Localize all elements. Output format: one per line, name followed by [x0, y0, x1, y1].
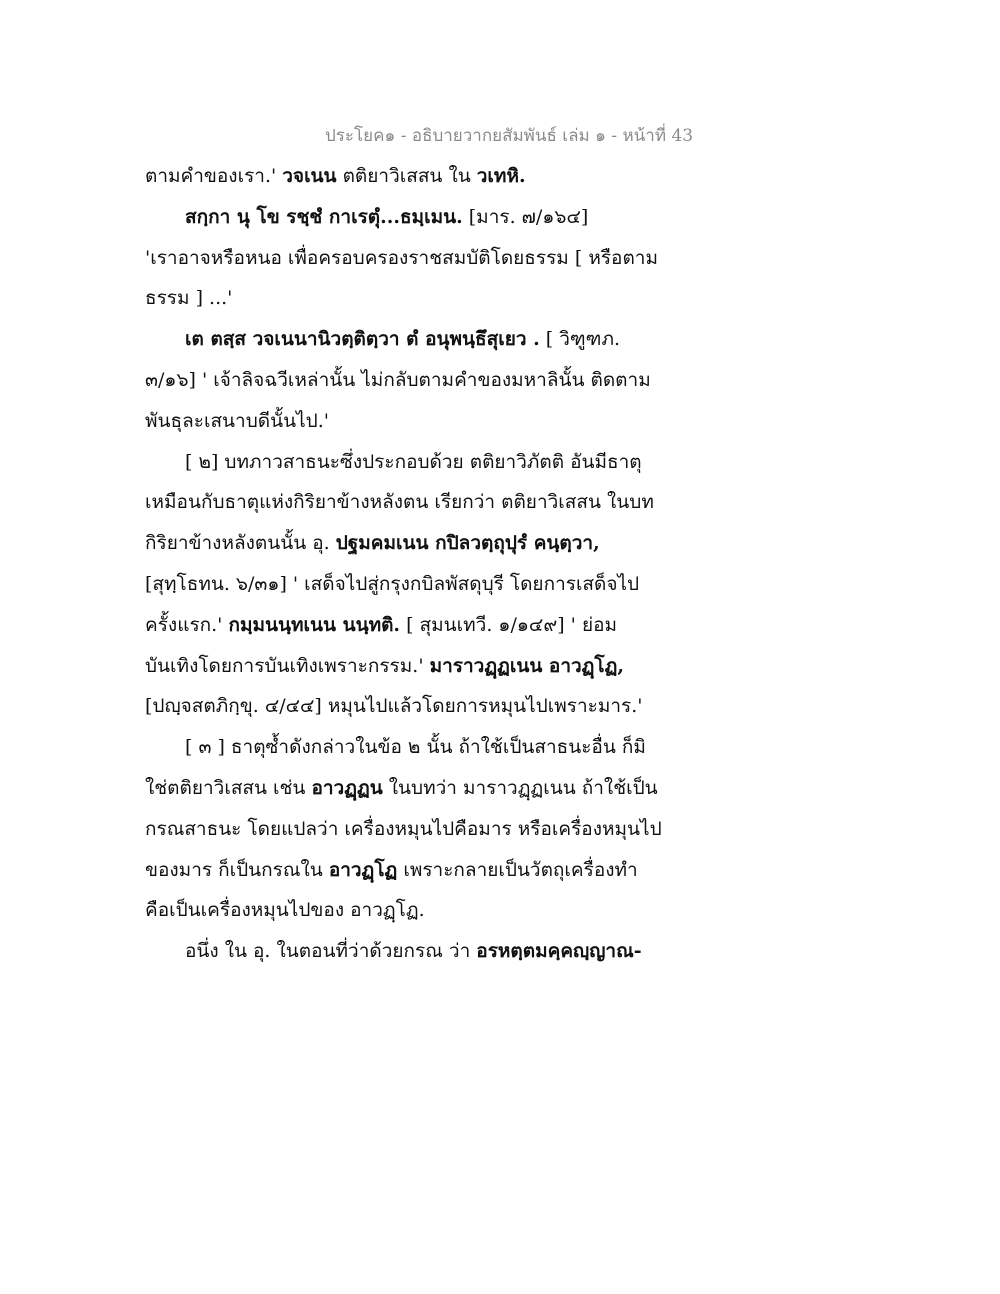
text-segment: อนึ่ง ใน อุ. ในตอนที่ว่าด้วยกรณ ว่า [185, 940, 477, 963]
text-line [145, 156, 685, 197]
text-line [145, 482, 685, 523]
text-segment: ในบทว่า มาราวฏฺฏเนน ถ้าใช้เป็น [382, 776, 658, 799]
text-segment: ตติยาวิเสสน ใน [336, 165, 477, 187]
text-segment: ของมาร ก็เป็นกรณใน [145, 858, 329, 881]
text-segment: [มาร. ๗/๑๖๔] [462, 205, 589, 228]
text-line [145, 319, 685, 360]
text-line [145, 401, 685, 442]
text-line [145, 564, 685, 605]
text-segment: 'เราอาจหรือหนอ เพื่อครอบครองราชสมบัติโดยธรรม [ หรือตาม [145, 246, 658, 269]
text-line [145, 605, 685, 646]
text-segment: ๓/๑๖] ' เจ้าลิจฉวีเหล่านั้น ไม่กลับตามคำของมหาลินั้น ติดตาม [145, 368, 651, 391]
pali-term: อรหตฺตมคฺคญฺญาณ- [476, 940, 642, 963]
text-segment: กรณสาธนะ โดยแปลว่า เครื่องหมุนไปคือมาร หรือเครื่องหมุนไป [145, 817, 662, 840]
text-line [145, 197, 685, 238]
page-header: ประโยค๑ - อธิบายวากยสัมพันธ์ เล่ม ๑ - หน้าที่ 43 [325, 126, 694, 146]
text-line [145, 890, 685, 931]
text-segment: [ ๒] บทภาวสาธนะซึ่งประกอบด้วย ตติยาวิภัตติ อันมีธาตุ [185, 450, 642, 473]
text-segment: [ ๓ ] ธาตุซ้ำดังกล่าวในข้อ ๒ นั้น ถ้าใช้เป็นสาธนะอื่น ก็มิ [185, 736, 646, 759]
text-line [145, 931, 685, 972]
text-segment: ตามคำของเรา.' [145, 165, 283, 187]
text-segment: [ปญฺจสตภิกฺขุ. ๔/๔๔] หมุนไปแล้วโดยการหมุนไปเพราะมาร.' [145, 695, 643, 718]
text-line [145, 360, 685, 401]
pali-term: อาวฏฺโฏ [328, 858, 398, 881]
text-line [145, 442, 685, 483]
text-segment: ธรรม ] ...' [145, 287, 233, 310]
text-line [145, 850, 685, 891]
text-segment: ใช่ตติยาวิเสสน เช่น [145, 776, 312, 799]
pali-term: อาวฏฺฏน [311, 776, 383, 799]
text-line [145, 238, 685, 279]
text-line [145, 727, 685, 768]
text-segment: เพราะกลายเป็นวัตถุเครื่องทำ [397, 858, 638, 881]
text-line [145, 768, 685, 809]
text-line [145, 809, 685, 850]
text-line [145, 686, 685, 727]
pali-term: มาราวฏฺฏเนน อาวฏฺโฏ, [429, 654, 625, 677]
pali-term: เต ตสฺส วจเนนานิวตฺติตฺวา ตํ อนุพนฺธึสุเยว . [185, 328, 540, 351]
text-segment: [สุทฺโธทน. ๖/๓๑] ' เสด็จไปสู่กรุงกบิลพัสดุบุรี โดยการเสด็จไป [145, 572, 640, 595]
text-line [145, 646, 685, 687]
text-segment: คือเป็นเครื่องหมุนไปของ อาวฏฺโฏ. [145, 899, 425, 922]
pali-term: วจเนน [282, 165, 337, 187]
pali-term: ปฐมคมเนน กปิลวตฺถุปุรํ คนฺตฺวา, [335, 532, 600, 555]
text-line [145, 278, 685, 319]
text-segment: [ วิฑูฑภ. [539, 328, 621, 351]
text-segment: บันเทิงโดยการบันเทิงเพราะกรรม.' [145, 654, 430, 677]
pali-term: กมฺมนนฺทเนน นนฺทติ. [228, 613, 401, 636]
body-text [145, 156, 685, 972]
pali-term: วเทหิ. [476, 165, 526, 187]
pali-term: สกฺกา นุ โข รชฺชํ กาเรตุํ...ธมฺเมน. [185, 205, 463, 228]
text-segment: เหมือนกับธาตุแห่งกิริยาข้างหลังตน เรียกว่า ตติยาวิเสสน ในบท [145, 491, 654, 514]
text-line [145, 523, 685, 564]
text-segment: [ สุมนเทวี. ๑/๑๔๙] ' ย่อม [400, 613, 618, 636]
text-segment: กิริยาข้างหลังตนนั้น อุ. [145, 532, 336, 555]
text-segment: พันธุละเสนาบดีนั้นไป.' [145, 409, 329, 432]
text-segment: ครั้งแรก.' [145, 613, 229, 636]
